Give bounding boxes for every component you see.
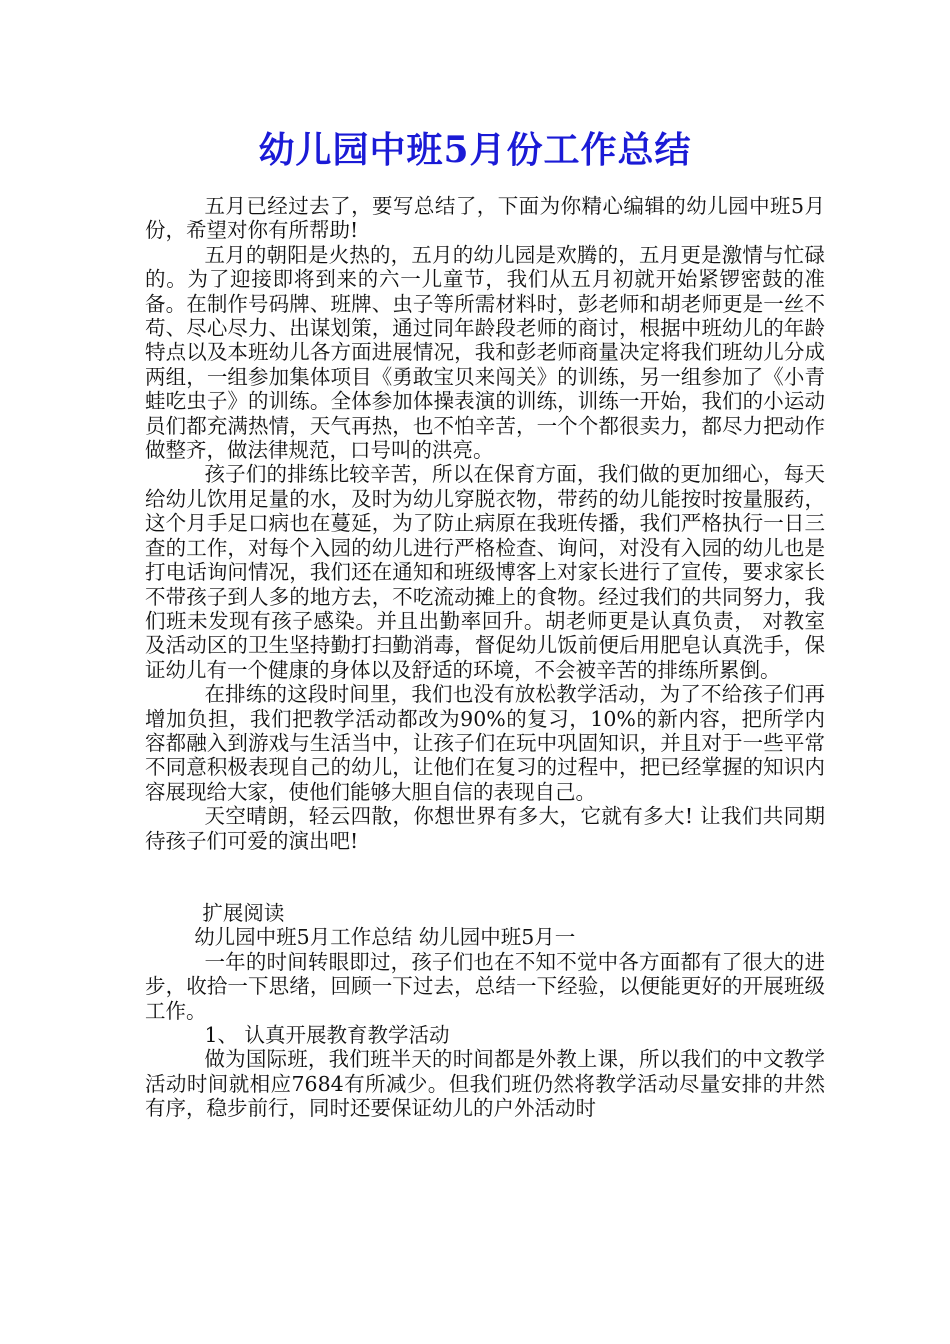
- document-title: 幼儿园中班5月份工作总结: [258, 129, 692, 171]
- document-body: [145, 194, 825, 1121]
- paragraph-health-care: 孩子们的排练比较辛苦，所以在保育方面，我们做的更加细心，每天给幼儿饮用足量的水，及时为幼儿穿脱衣物，带药的幼儿能按时按量服药，这个月手足口病也在蔓延，为了防止病原在我班传播，我们严格执行一日三查的工作，对每个入园的幼儿进行严格检查、询问，对没有入园的幼儿也是打电话询问情况，我们还在通知和班级博客上对家长进行了宣传，要求家长不带孩子到人多的地方去，不吃流动摊上的食物。经过我们的共同努力，我们班未发现有孩子感染。并且出勤率回升。胡老师更是认真负责， 对教室及活动区的卫生坚持勤打扫勤消毒，督促幼儿饭前便后用肥皂认真洗手，保证幼儿有一个健康的身体以及舒适的环境，不会被辛苦的排练所累倒。: [145, 462, 825, 682]
- extended-reading-label: 扩展阅读: [202, 900, 285, 925]
- extended-paragraph-1: 一年的时间转眼即过，孩子们也在不知不觉中各方面都有了很大的进步，收拾一下思绪，回顾一下过去，总结一下经验，以便能更好的开展班级工作。: [145, 949, 825, 1023]
- paragraph-closing: 天空晴朗，轻云四散，你想世界有多大，它就有多大! 让我们共同期待孩子们可爱的演出吧!: [145, 804, 825, 853]
- section-heading-1: 1、 认真开展教育教学活动: [204, 1023, 450, 1047]
- paragraph-intro: 五月已经过去了，要写总结了，下面为你精心编辑的幼儿园中班5月份，希望对你有所帮助!: [145, 194, 825, 243]
- paragraph-teaching: 在排练的这段时间里，我们也没有放松教学活动，为了不给孩子们再增加负担，我们把教学活动都改为90%的复习，10%的新内容，把所学内容都融入到游戏与生活当中，让孩子们在玩中巩固知识，并且对于一些平常不同意积极表现自己的幼儿，让他们在复习的过程中，把已经掌握的知识内容展现给大家，使他们能够大胆自信的表现自己。: [145, 682, 825, 804]
- paragraph-preparation: 五月的朝阳是火热的，五月的幼儿园是欢腾的，五月更是激情与忙碌的。为了迎接即将到来的六一儿童节，我们从五月初就开始紧锣密鼓的准备。在制作号码牌、班牌、虫子等所需材料时，彭老师和胡老师更是一丝不苟、尽心尽力、出谋划策，通过同年龄段老师的商讨，根据中班幼儿的年龄特点以及本班幼儿各方面进展情况，我和彭老师商量决定将我们班幼儿分成两组，一组参加集体项目《勇敢宝贝来闯关》的训练，另一组参加了《小青蛙吃虫子》的训练。全体参加体操表演的训练，训练一开始，我们的小运动员们都充满热情，天气再热，也不怕辛苦，一个个都很卖力，都尽力把动作做整齐，做法律规范，口号叫的洪亮。: [145, 242, 825, 463]
- extended-reading-subtitle: 幼儿园中班5月工作总结 幼儿园中班5月一: [194, 925, 576, 950]
- blank-line: [145, 853, 825, 901]
- extended-paragraph-2: 做为国际班，我们班半天的时间都是外教上课，所以我们的中文教学活动时间就相应7684有所减少。但我们班仍然将教学活动尽量安排的井然有序，稳步前行，同时还要保证幼儿的户外活动时: [145, 1047, 825, 1121]
